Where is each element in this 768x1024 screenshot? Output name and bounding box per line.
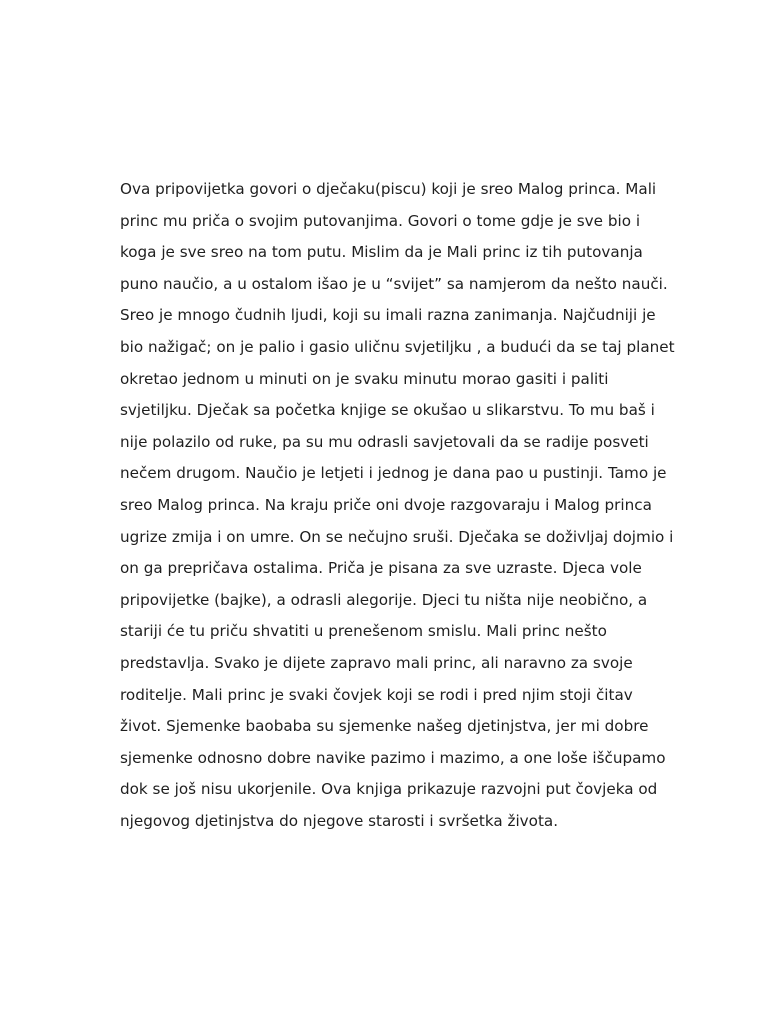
text-line: sjemenke odnosno dobre navike pazimo i mazimo, a one loše iščupamo	[120, 748, 666, 767]
text-line: Ova pripovijetka govori o dječaku(piscu) koji je sreo Malog princa. Mali	[120, 180, 657, 198]
text-line: ugrize zmija i on umre. On se nečujno sruši. Dječaka se doživljaj dojmio i	[120, 527, 674, 546]
text-line: bio nažigač; on je palio i gasio uličnu svjetiljku , a budući da se taj planet	[120, 337, 675, 356]
text-line: koga je sve sreo na tom putu. Mislim da je Mali princ iz tih putovanja	[120, 243, 643, 262]
text-line: život. Sjemenke baobaba su sjemenke našeg djetinjstva, jer mi dobre	[120, 717, 649, 736]
text-line: sreo Malog princa. Na kraju priče oni dvoje razgovaraju i Malog princa	[120, 495, 652, 514]
text-line: nije polazilo od ruke, pa su mu odrasli savjetovali da se radije posveti	[120, 432, 649, 451]
text-line: Sreo je mnogo čudnih ljudi, koji su imali razna zanimanja. Najčudniji je	[120, 306, 656, 325]
text-line: stariji će tu priču shvatiti u prenešenom smislu. Mali princ nešto	[120, 622, 607, 641]
body-paragraph	[120, 174, 680, 837]
text-line: princ mu priča o svojim putovanjima. Govori o tome gdje je sve bio i	[120, 211, 641, 230]
text-line: predstavlja. Svako je dijete zapravo mali princ, ali naravno za svoje	[120, 653, 633, 672]
text-line: dok se još nisu ukorjenile. Ova knjiga prikazuje razvojni put čovjeka od	[120, 780, 658, 799]
text-line: roditelje. Mali princ je svaki čovjek koji se rodi i pred njim stoji čitav	[120, 685, 633, 704]
text-line: pripovijetke (bajke), a odrasli alegorije. Djeci tu ništa nije neobično, a	[120, 590, 648, 609]
text-line: puno naučio, a u ostalom išao je u “svijet” sa namjerom da nešto nauči.	[120, 274, 668, 293]
text-line: on ga prepričava ostalima. Priča je pisana za sve uzraste. Djeca vole	[120, 559, 642, 578]
text-line: svjetiljku. Dječak sa početka knjige se okušao u slikarstvu. To mu baš i	[120, 401, 655, 420]
text-line: nečem drugom. Naučio je letjeti i jednog je dana pao u pustinji. Tamo je	[120, 464, 667, 483]
text-line: okretao jednom u minuti on je svaku minutu morao gasiti i paliti	[120, 369, 609, 388]
text-line: njegovog djetinjstva do njegove starosti i svršetka života.	[120, 811, 559, 830]
